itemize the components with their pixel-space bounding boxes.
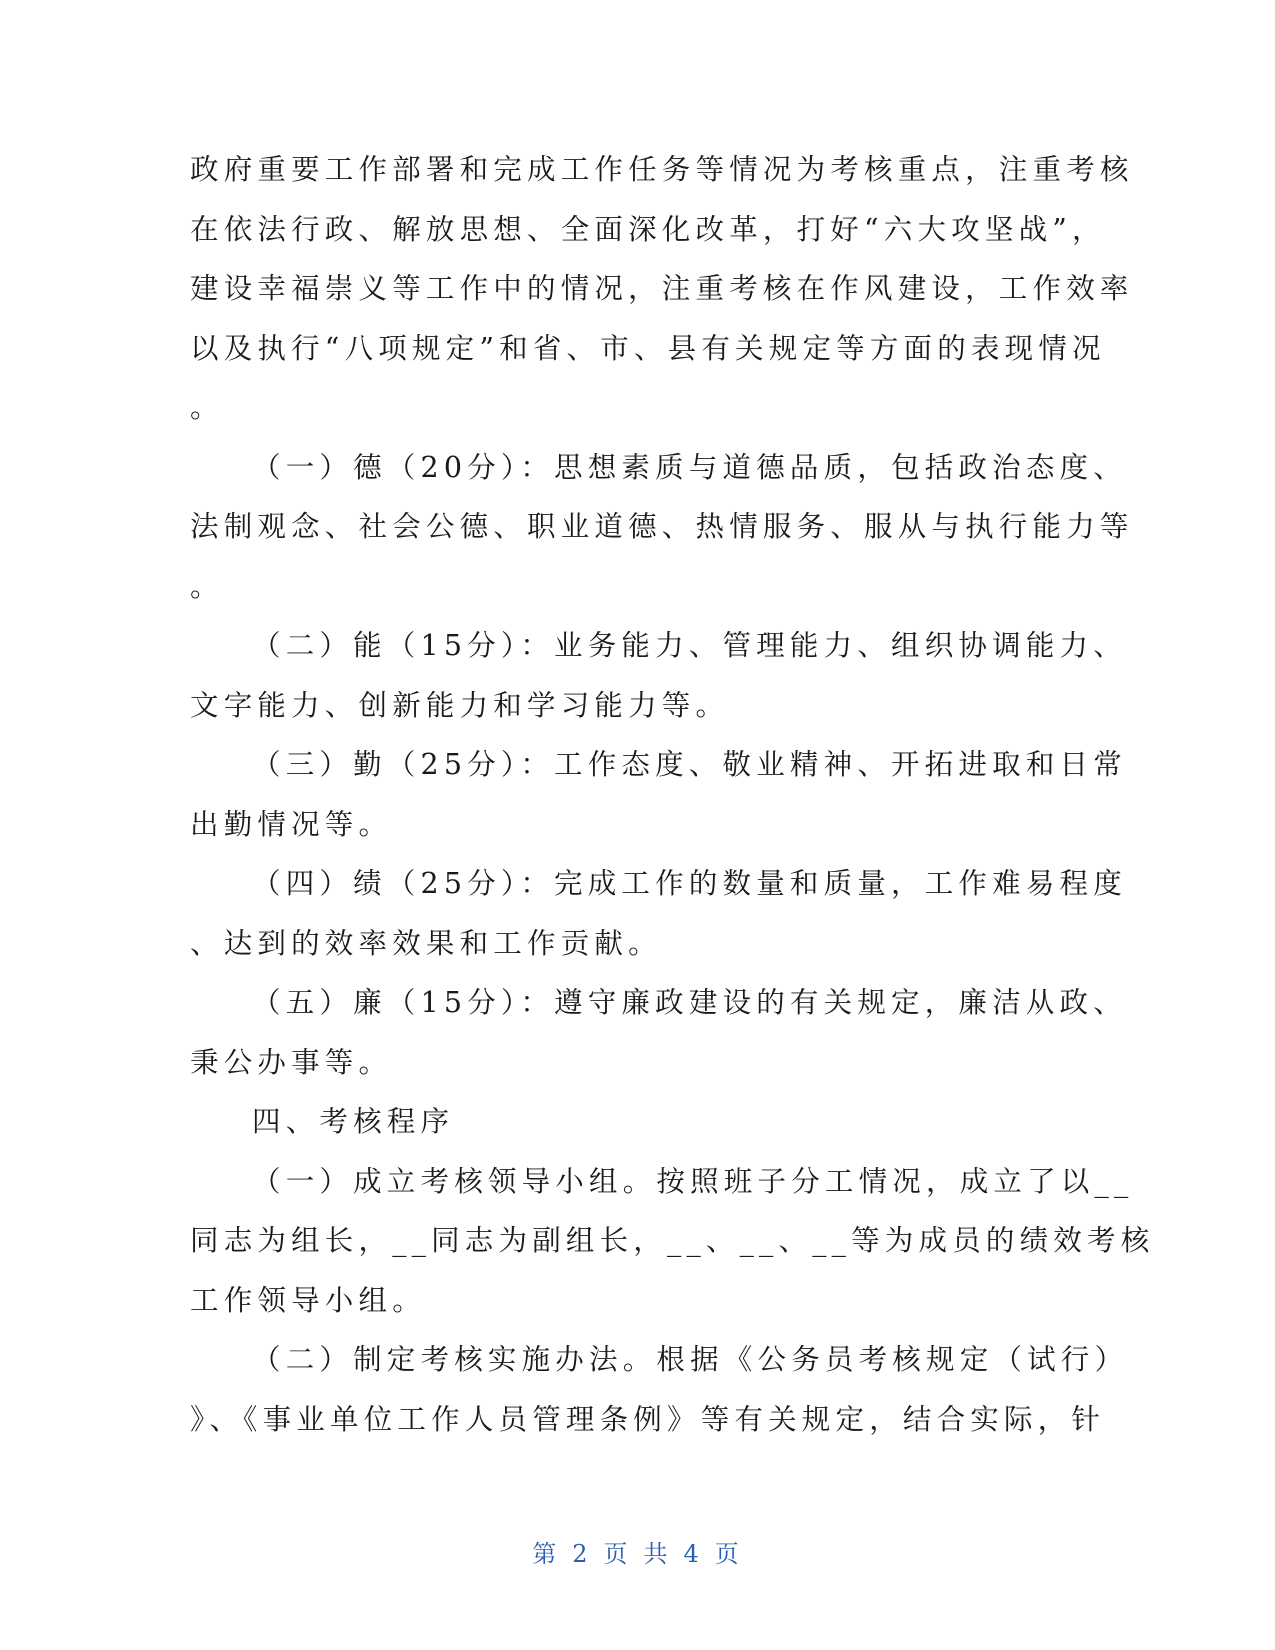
footer-current-page: 2: [572, 1540, 592, 1568]
body-line: 工作领导小组。: [190, 1283, 426, 1317]
body-line: 建设幸福崇义等工作中的情况，注重考核在作风建设，工作效率: [190, 272, 1134, 305]
body-line: 在依法行政、解放思想、全面深化改革，打好“六大攻坚战”，: [190, 212, 1106, 246]
body-line: 。: [190, 569, 224, 603]
body-line: 出勤情况等。: [190, 807, 393, 841]
body-line: 》、《事业单位工作人员管理条例》等有关规定，结合实际，针: [190, 1402, 1106, 1436]
body-line: 以及执行“八项规定”和省、市、县有关规定等方面的表现情况: [190, 331, 1106, 365]
body-line: 、达到的效率效果和工作贡献。: [190, 926, 662, 960]
footer-total-pages: 4: [683, 1540, 703, 1568]
body-line: （五）廉（15分）：遵守廉政建设的有关规定，廉洁从政、: [252, 986, 1127, 1019]
body-line: （一）德（20分）：思想素质与道德品质，包括政治态度、: [252, 450, 1127, 484]
footer-page-label: 第: [532, 1540, 561, 1568]
body-line: （二）制定考核实施办法。根据《公务员考核规定（试行）: [252, 1343, 1129, 1376]
document-body: [190, 140, 1155, 1449]
body-line: （三）勤（25分）：工作态度、敬业精神、开拓进取和日常: [252, 748, 1127, 781]
body-line: （四）绩（25分）：完成工作的数量和质量，工作难易程度: [252, 867, 1127, 900]
body-line: （二）能（15分）：业务能力、管理能力、组织协调能力、: [252, 629, 1127, 662]
footer-page-unit: 页: [603, 1540, 632, 1568]
body-line: 政府重要工作部署和完成工作任务等情况为考核重点，注重考核: [190, 153, 1134, 186]
body-line: 。: [190, 391, 224, 424]
footer-total-label: 共: [643, 1540, 672, 1568]
body-line: 秉公办事等。: [190, 1045, 393, 1079]
footer-total-unit: 页: [714, 1540, 743, 1568]
body-line: 同志为组长，__同志为副组长，__、__、__等为成员的绩效考核: [190, 1224, 1155, 1257]
body-line: （一）成立考核领导小组。按照班子分工情况，成立了以__: [252, 1164, 1134, 1198]
section-heading: 四、考核程序: [252, 1105, 455, 1138]
page-footer: [0, 1534, 1275, 1569]
body-line: 法制观念、社会公德、职业道德、热情服务、服从与执行能力等: [190, 510, 1134, 543]
body-line: 文字能力、创新能力和学习能力等。: [190, 688, 730, 722]
